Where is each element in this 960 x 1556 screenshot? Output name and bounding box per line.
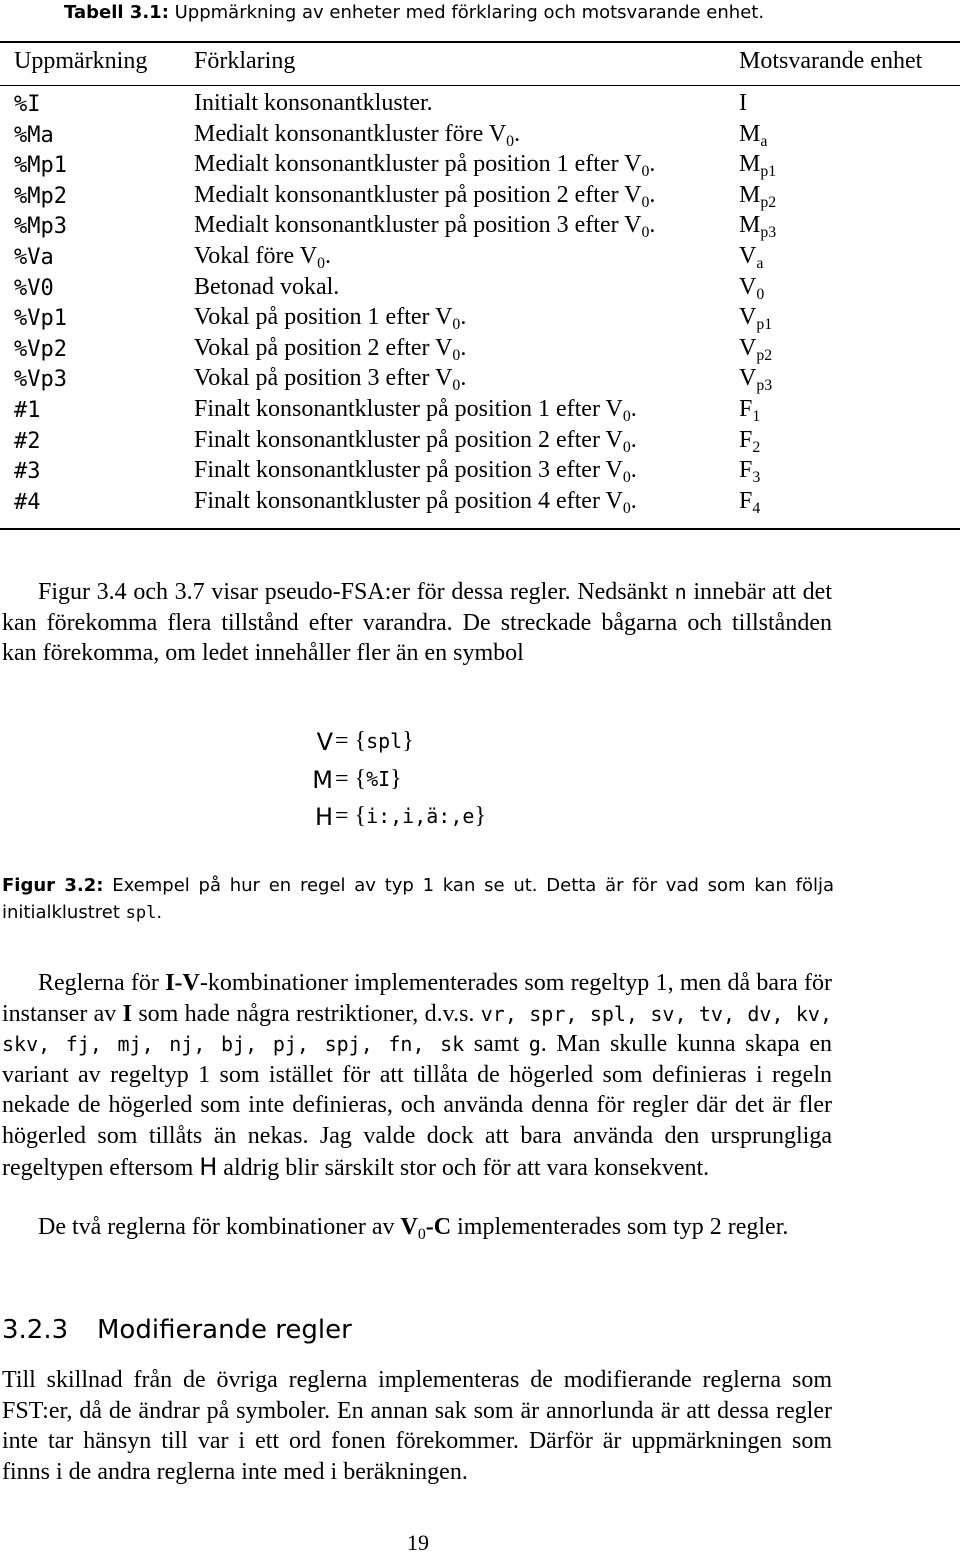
set-name: H (314, 803, 333, 831)
section-heading (2, 1315, 352, 1345)
cell-unit: $F_3$ (739, 457, 761, 487)
variable-h: H (199, 1152, 218, 1181)
table-row (0, 427, 960, 458)
section-number: 3.2.3 (2, 1315, 69, 1345)
table-row (0, 212, 960, 243)
cell-unit: $F_1$ (739, 395, 761, 425)
table-row (0, 304, 960, 335)
cell-explanation: Finalt konsonantkluster på position 3 efter $V_0$. (194, 457, 637, 487)
cell-explanation: Initialt konsonantkluster. (194, 90, 433, 116)
cell-markup: %Vp1 (14, 306, 67, 332)
table-row (0, 488, 960, 519)
cell-markup: %Vp2 (14, 336, 67, 362)
set-members: = {i:,i,ä:,e} (335, 803, 486, 829)
header-explanation: Förklaring (194, 48, 296, 74)
table-bottom-rule (0, 528, 960, 530)
paragraph-iv-rules: Reglerna för I-V-kombinationer implementerades som regeltyp 1, men då bara för instanser av I som hade några restriktioner, d.v.s. vr, spr, spl, sv, tv, dv, kv, skv, fj, mj, nj, bj, pj, spj, fn, sk samt g. Man skulle kunna skapa en variant av regeltyp 1 som istället för att tillåta de högerled som definieras i regeln nekade de högerled som inte definieras, och använda denna för regler där det är fler högerled som tillåts än nekas. Jag valde dock att bara använda den ursprungliga regeltypen eftersom H aldrig blir särskilt stor och för att vara konsekvent. (2, 970, 833, 1181)
cell-markup: #1 (14, 397, 41, 423)
cell-markup: %Mp1 (14, 153, 67, 179)
cell-markup: #4 (14, 489, 41, 515)
paragraph-fsa: Figur 3.4 och 3.7 visar pseudo-FSA:er för dessa regler. Nedsänkt n innebär att det kan förekomma flera tillstånd efter varandra. De streckade bågarna och tillstånden kan förekomma, om ledet innehåller fler än en symbol (2, 579, 832, 667)
table-caption-label: Tabell 3.1: (64, 2, 169, 23)
table-row (0, 121, 960, 152)
cell-explanation: Finalt konsonantkluster på position 1 efter $V_0$. (194, 395, 637, 425)
table-row (0, 457, 960, 488)
cell-explanation: Medialt konsonantkluster på position 2 efter $V_0$. (194, 181, 656, 211)
inline-code: spl (125, 903, 157, 923)
table-body (0, 90, 960, 518)
paragraph-modifying-rules: Till skillnad från de övriga reglerna implementeras de modifierande reglerna som FST:er, då de ändrar på symboler. En annan sak som är annorlunda är att dessa regler inte tar hänsyn till var i ett ord fonen förekommer. Därför är uppmärkningen som finns i de andra reglerna inte med i beräkningen. (2, 1367, 832, 1485)
cell-unit: I (739, 90, 747, 116)
cell-explanation: Vokal på position 2 efter $V_0$. (194, 334, 467, 364)
table-row (0, 182, 960, 213)
cell-explanation: Finalt konsonantkluster på position 2 efter $V_0$. (194, 426, 637, 456)
table-row (0, 90, 960, 121)
header-unit: Motsvarande enhet (739, 48, 923, 74)
cell-unit: $M_{p1}$ (739, 151, 777, 181)
cell-unit: $V_{p1}$ (739, 304, 773, 334)
cell-unit: $F_2$ (739, 426, 761, 456)
set-members: = {spl} (335, 728, 414, 754)
cell-explanation: Betonad vokal. (194, 273, 340, 300)
figure-caption: Figur 3.2: Exempel på hur en regel av typ 1 kan se ut. Detta är för vad som kan följa initialklustret spl. (2, 875, 834, 923)
cell-markup: %I (14, 92, 41, 117)
cell-explanation: Finalt konsonantkluster på position 4 efter $V_0$. (194, 487, 637, 517)
cell-explanation: Vokal på position 1 efter $V_0$. (194, 304, 467, 334)
cell-explanation: Medialt konsonantkluster på position 1 efter $V_0$. (194, 151, 656, 181)
cell-markup: %Ma (14, 122, 54, 148)
header-markup: Uppmärkning (14, 48, 148, 74)
paragraph-v0c-rules: De två reglerna för kombinationer av $V_0-C$ implementerades som typ 2 regler. (38, 1214, 789, 1244)
inline-code-list: vr, spr, spl, sv, tv, dv, kv, skv, fj, mj, nj, bj, pj, spj, fn, sk (2, 1001, 832, 1057)
cell-explanation: Medialt konsonantkluster på position 3 efter $V_0$. (194, 212, 656, 242)
table-top-rule (0, 41, 960, 43)
table-header-rule (0, 85, 960, 86)
cell-markup: #3 (14, 459, 41, 485)
cell-explanation: Vokal på position 3 efter $V_0$. (194, 365, 467, 395)
cell-unit: $V_{p2}$ (739, 334, 773, 364)
cell-unit: $V_{p3}$ (739, 365, 773, 395)
set-members: = {%I} (335, 765, 402, 792)
inline-code: n (674, 580, 687, 604)
cell-markup: #2 (14, 428, 41, 454)
table-row (0, 396, 960, 427)
cell-unit: $F_4$ (739, 487, 761, 517)
cell-explanation: Medialt konsonantkluster före $V_0$. (194, 120, 521, 150)
cell-explanation: Vokal före $V_0$. (194, 242, 332, 273)
set-name: M (312, 765, 333, 794)
cell-unit: $M_a$ (739, 120, 768, 150)
cell-markup: %Mp2 (14, 183, 67, 209)
cell-markup: %V0 (14, 275, 54, 301)
inline-code: g (528, 1032, 541, 1057)
table-row (0, 151, 960, 182)
cell-unit: $V_a$ (739, 242, 764, 273)
cell-unit: $V_0$ (739, 273, 765, 303)
cell-markup: %Va (14, 244, 54, 270)
set-name: V (316, 728, 333, 756)
cell-markup: %Vp3 (14, 367, 67, 393)
figure-caption-label: Figur 3.2: (2, 875, 104, 896)
table-row (0, 335, 960, 366)
cell-unit: $M_{p2}$ (739, 181, 777, 211)
page-number: 19 (407, 1530, 429, 1555)
table-caption (64, 2, 764, 23)
table-row (0, 243, 960, 274)
table-row (0, 365, 960, 396)
table-caption-text: Uppmärkning av enheter med förklaring och motsvarande enhet. (168, 2, 765, 23)
section-title: Modifierande regler (97, 1315, 352, 1345)
table-row (0, 274, 960, 305)
cell-markup: %Mp3 (14, 214, 67, 240)
cell-unit: $M_{p3}$ (739, 212, 777, 242)
